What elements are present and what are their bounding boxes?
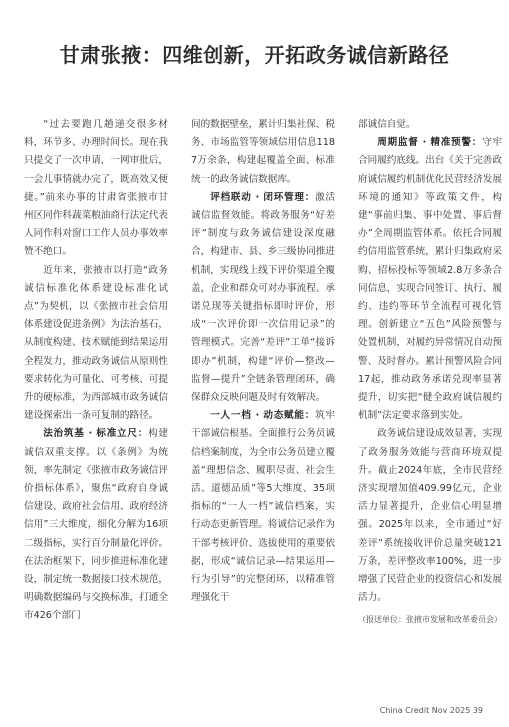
paragraph: 部诚信自觉。 bbox=[358, 119, 416, 130]
paragraph: “过去要跑几趟递交很多材料，环节多、办理时间长。现在我只提交了一次申请，一网审批后，一会儿事情就办完了，既高效又便捷。”前来办事的甘肃省张掖市甘州区同作科蔬菜粮油商行法定代表人同作科对窗口工作人员办事效率赞不绝口。 bbox=[24, 119, 168, 258]
article-body bbox=[24, 116, 502, 716]
paragraph: 政务诚信建设成效显著，实现了政务服务效能与营商环境双提升。截止2024年底，全市民营经济实现增加值409.99亿元，企业活力显著提升，企业信心明显增强。2025年以来，全市通过“好差评”系统接收评价总量突破121万条，差评整改率100%，进一步增强了民营企业的投资信心和发展活力。 bbox=[358, 428, 502, 604]
paragraph bbox=[191, 407, 335, 607]
page-footer: China Credit Nov 2025 39 bbox=[379, 706, 483, 715]
paragraph: 近年来，张掖市以打造“政务诚信标准化体系建设标准化试点”为契机，以《张掖市社会信用体系建设促进条例》为法治基石，从制度构建、技术赋能到结果运用全程发力，推动政务诚信从原则性要求转化为可量化、可考核、可提升的硬标准，为西部城市政务诚信建设探索出一条可复制的路径。 bbox=[24, 264, 168, 422]
column-1 bbox=[24, 116, 168, 716]
section-text: 筑牢干部诚信根基。全面推行公务员诚信档案制度，为全市公务员建立覆盖“理想信念、履职尽责、社会生活、道德品质”等5大维度、35项指标的“一人一档”诚信档案，实行动态更新管理。将诚信记录作为干部考核评价、选拔使用的重要依据，形成“诚信记录—结果运用—行为引导”的完整闭环，以精准管理强化干 bbox=[191, 410, 336, 604]
paragraph bbox=[358, 134, 502, 425]
section-heading: 周期监督 · 精准预警： bbox=[377, 137, 483, 149]
section-text: 激活诚信监督效能。将政务服务“好差评”制度与政务诚信建设深度融合，构建市、县、乡三级协同推进机制，实现线上线下评价渠道全覆盖，企业和群众可对办事流程、承诺兑现等关键指标即时评价，形成“一次评价即一次信用记录”的管理模式。完善“差评”工单“接诉即办”机制，构建“评价—整改—监督—提升”全链条管理闭环，确保群众反映问题及时有效解决。 bbox=[191, 191, 336, 404]
paragraph bbox=[24, 425, 168, 625]
paragraph: 间的数据壁垒，累计归集社保、税务、市场监管等领域信用信息1187万余条，构建起覆盖全面、标准统一的政务诚信数据库。 bbox=[191, 119, 335, 185]
section-heading: 一人一档 · 动态赋能： bbox=[210, 410, 316, 422]
paragraph bbox=[191, 189, 335, 407]
section-heading: 法治筑基 · 标准立尺： bbox=[43, 428, 149, 440]
source-note: （报送单位：张掖市发展和改革委员会） bbox=[358, 615, 502, 625]
section-text: 守牢合同履约底线。出台《关于完善政府诚信履约机制优化民营经济发展环境的通知》等政策文件，构建“事前归集、事中处置、事后督办”全周期监管体系。依托合同履约信用监管系统，累计归集政府采购、招标投标等领域2.8万多条合同信息，实现合同签订、执行、履约、违约等环节全流程可视化管理。创新建立“五色”风险预警与处置机制，对履约异常情况自动预警、及时督办。累计预警风险合同17起，推动政务承诺兑现率显著提升，切实把“健全政府诚信履约机制”法定要求落到实处。 bbox=[358, 137, 503, 422]
section-text: 构建诚信双重支撑。以《条例》为统领，率先制定《张掖市政务诚信评价指标体系》，聚焦“政府自身诚信建设、政府社会信用、政府经济信用”三大维度，细化分解为16项二级指标，实行百分制量化评价。在法治框架下，同步推进标准化建设，制定统一数据接口技术规范，明确数据编码与交换标准，打通全市426个部门 bbox=[24, 428, 169, 622]
article-title: 甘肃张掖：四维创新，开拓政务诚信新路径 bbox=[59, 43, 450, 67]
column-3 bbox=[358, 116, 502, 716]
section-heading: 评档联动 · 闭环管理： bbox=[210, 191, 316, 203]
column-2 bbox=[191, 116, 335, 716]
